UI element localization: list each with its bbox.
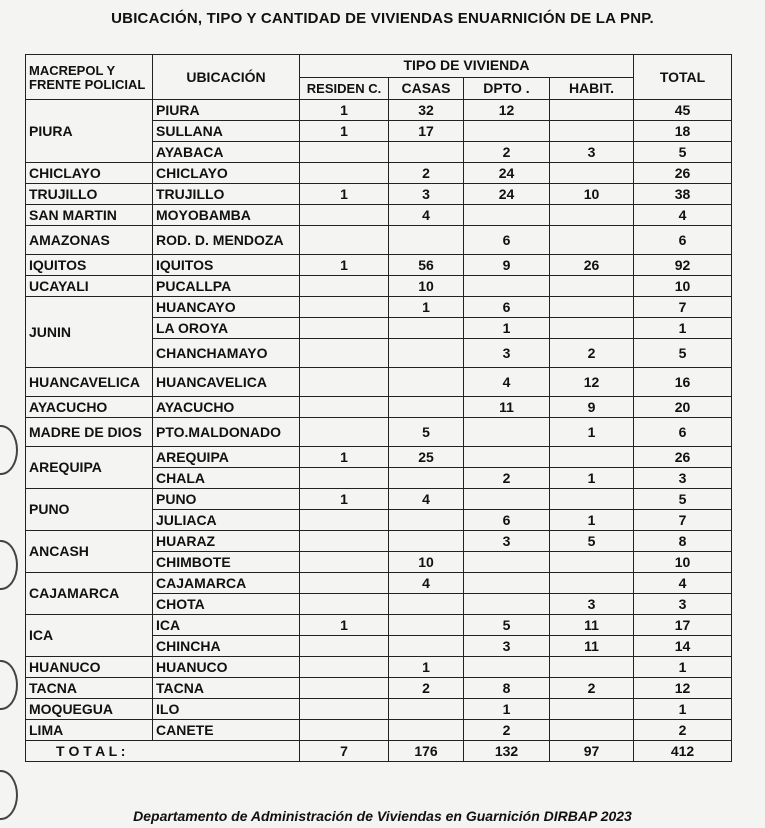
residenc-cell: 1 xyxy=(300,121,389,142)
casas-cell: 3 xyxy=(389,184,464,205)
residenc-cell xyxy=(300,397,389,418)
location-cell: CAJAMARCA xyxy=(153,573,300,594)
total-cell: 26 xyxy=(634,163,732,184)
dpto-cell: 3 xyxy=(464,636,550,657)
header-tipo-vivienda: TIPO DE VIVIENDA xyxy=(300,55,634,78)
location-cell: TACNA xyxy=(153,678,300,699)
residenc-cell xyxy=(300,205,389,226)
total-cell: 1 xyxy=(634,699,732,720)
habit-cell xyxy=(550,699,634,720)
dpto-cell xyxy=(464,594,550,615)
casas-cell: 10 xyxy=(389,552,464,573)
region-cell: JUNIN xyxy=(26,297,153,368)
region-cell: MADRE DE DIOS xyxy=(26,418,153,447)
dpto-cell: 3 xyxy=(464,531,550,552)
habit-cell: 10 xyxy=(550,184,634,205)
dpto-cell: 8 xyxy=(464,678,550,699)
dpto-cell: 4 xyxy=(464,368,550,397)
casas-cell: 4 xyxy=(389,489,464,510)
habit-cell: 11 xyxy=(550,615,634,636)
habit-cell xyxy=(550,276,634,297)
table-row xyxy=(26,489,732,510)
total-row xyxy=(26,741,732,762)
total-cell: 7 xyxy=(634,510,732,531)
casas-cell xyxy=(389,510,464,531)
table-row xyxy=(26,531,732,552)
region-cell: CHICLAYO xyxy=(26,163,153,184)
total-cell: 1 xyxy=(634,657,732,678)
dpto-cell: 9 xyxy=(464,255,550,276)
dpto-cell xyxy=(464,552,550,573)
casas-cell xyxy=(389,397,464,418)
table-row xyxy=(26,184,732,205)
region-cell: LIMA xyxy=(26,720,153,741)
habit-cell xyxy=(550,552,634,573)
total-grand: 412 xyxy=(634,741,732,762)
header-total: TOTAL xyxy=(634,55,732,100)
total-cell: 45 xyxy=(634,100,732,121)
region-cell: ICA xyxy=(26,615,153,657)
total-habit: 97 xyxy=(550,741,634,762)
habit-cell xyxy=(550,318,634,339)
total-cell: 26 xyxy=(634,447,732,468)
table-row xyxy=(26,205,732,226)
dpto-cell: 12 xyxy=(464,100,550,121)
residenc-cell: 1 xyxy=(300,615,389,636)
table-row xyxy=(26,100,732,121)
housing-table xyxy=(25,54,732,762)
table-row xyxy=(26,418,732,447)
habit-cell: 5 xyxy=(550,531,634,552)
region-cell: SAN MARTIN xyxy=(26,205,153,226)
total-cell: 12 xyxy=(634,678,732,699)
habit-cell: 2 xyxy=(550,339,634,368)
dpto-cell xyxy=(464,573,550,594)
total-cell: 8 xyxy=(634,531,732,552)
residenc-cell: 1 xyxy=(300,489,389,510)
stamp-mark xyxy=(0,660,18,710)
total-label: T O T A L : xyxy=(26,741,300,762)
table-row xyxy=(26,297,732,318)
location-cell: HUARAZ xyxy=(153,531,300,552)
residenc-cell xyxy=(300,720,389,741)
location-cell: CHOTA xyxy=(153,594,300,615)
habit-cell: 11 xyxy=(550,636,634,657)
residenc-cell: 1 xyxy=(300,447,389,468)
habit-cell: 3 xyxy=(550,594,634,615)
dpto-cell: 2 xyxy=(464,720,550,741)
table-row xyxy=(26,657,732,678)
location-cell: TRUJILLO xyxy=(153,184,300,205)
dpto-cell: 1 xyxy=(464,699,550,720)
total-cell: 5 xyxy=(634,339,732,368)
region-cell: AMAZONAS xyxy=(26,226,153,255)
location-cell: PTO.MALDONADO xyxy=(153,418,300,447)
residenc-cell xyxy=(300,510,389,531)
table-row xyxy=(26,368,732,397)
residenc-cell xyxy=(300,594,389,615)
dpto-cell: 6 xyxy=(464,510,550,531)
total-cell: 92 xyxy=(634,255,732,276)
total-cell: 2 xyxy=(634,720,732,741)
residenc-cell xyxy=(300,468,389,489)
habit-cell: 1 xyxy=(550,418,634,447)
dpto-cell: 5 xyxy=(464,615,550,636)
location-cell: ICA xyxy=(153,615,300,636)
total-cell: 5 xyxy=(634,142,732,163)
habit-cell xyxy=(550,573,634,594)
casas-cell xyxy=(389,318,464,339)
location-cell: HUANCAVELICA xyxy=(153,368,300,397)
region-cell: TACNA xyxy=(26,678,153,699)
casas-cell: 32 xyxy=(389,100,464,121)
total-cell: 4 xyxy=(634,205,732,226)
stamp-mark xyxy=(0,425,18,475)
habit-cell: 9 xyxy=(550,397,634,418)
location-cell: CHANCHAMAYO xyxy=(153,339,300,368)
total-cell: 7 xyxy=(634,297,732,318)
region-cell: PUNO xyxy=(26,489,153,531)
residenc-cell xyxy=(300,226,389,255)
stamp-mark xyxy=(0,540,18,590)
casas-cell xyxy=(389,699,464,720)
document-title: UBICACIÓN, TIPO Y CANTIDAD DE VIVIENDAS ENUARNICIÓN DE LA PNP. xyxy=(111,10,654,27)
location-cell: JULIACA xyxy=(153,510,300,531)
dpto-cell xyxy=(464,418,550,447)
region-cell: IQUITOS xyxy=(26,255,153,276)
location-cell: PUNO xyxy=(153,489,300,510)
habit-cell: 1 xyxy=(550,510,634,531)
total-cell: 1 xyxy=(634,318,732,339)
region-cell: HUANCAVELICA xyxy=(26,368,153,397)
residenc-cell: 1 xyxy=(300,100,389,121)
header-dpto: DPTO . xyxy=(464,77,550,100)
region-cell: TRUJILLO xyxy=(26,184,153,205)
residenc-cell xyxy=(300,573,389,594)
location-cell: CHINCHA xyxy=(153,636,300,657)
region-cell: HUANUCO xyxy=(26,657,153,678)
casas-cell xyxy=(389,368,464,397)
location-cell: ROD. D. MENDOZA xyxy=(153,226,300,255)
location-cell: ILO xyxy=(153,699,300,720)
dpto-cell: 6 xyxy=(464,226,550,255)
casas-cell xyxy=(389,142,464,163)
table-row xyxy=(26,678,732,699)
region-cell: UCAYALI xyxy=(26,276,153,297)
total-cell: 5 xyxy=(634,489,732,510)
region-cell: CAJAMARCA xyxy=(26,573,153,615)
residenc-cell xyxy=(300,552,389,573)
total-cell: 10 xyxy=(634,276,732,297)
casas-cell: 1 xyxy=(389,657,464,678)
table-row xyxy=(26,573,732,594)
dpto-cell xyxy=(464,489,550,510)
total-cell: 3 xyxy=(634,594,732,615)
dpto-cell xyxy=(464,205,550,226)
total-dpto: 132 xyxy=(464,741,550,762)
dpto-cell xyxy=(464,276,550,297)
casas-cell xyxy=(389,615,464,636)
casas-cell: 2 xyxy=(389,678,464,699)
location-cell: PUCALLPA xyxy=(153,276,300,297)
casas-cell: 4 xyxy=(389,573,464,594)
habit-cell xyxy=(550,163,634,184)
casas-cell: 4 xyxy=(389,205,464,226)
habit-cell xyxy=(550,720,634,741)
residenc-cell xyxy=(300,657,389,678)
location-cell: IQUITOS xyxy=(153,255,300,276)
residenc-cell xyxy=(300,418,389,447)
total-cell: 14 xyxy=(634,636,732,657)
table-row xyxy=(26,699,732,720)
dpto-cell: 2 xyxy=(464,142,550,163)
header-region xyxy=(26,55,153,100)
dpto-cell xyxy=(464,121,550,142)
location-cell: PIURA xyxy=(153,100,300,121)
habit-cell: 1 xyxy=(550,468,634,489)
habit-cell xyxy=(550,121,634,142)
header-residenc: RESIDEN C. xyxy=(300,77,389,100)
habit-cell xyxy=(550,297,634,318)
header-region-line1: MACREPOL Y xyxy=(29,63,116,78)
casas-cell: 1 xyxy=(389,297,464,318)
habit-cell xyxy=(550,657,634,678)
habit-cell xyxy=(550,447,634,468)
table-row xyxy=(26,226,732,255)
habit-cell: 2 xyxy=(550,678,634,699)
table-row xyxy=(26,163,732,184)
casas-cell: 25 xyxy=(389,447,464,468)
header-habit: HABIT. xyxy=(550,77,634,100)
total-casas: 176 xyxy=(389,741,464,762)
residenc-cell xyxy=(300,142,389,163)
region-cell: AYACUCHO xyxy=(26,397,153,418)
total-cell: 18 xyxy=(634,121,732,142)
habit-cell: 26 xyxy=(550,255,634,276)
dpto-cell: 6 xyxy=(464,297,550,318)
habit-cell: 3 xyxy=(550,142,634,163)
total-residenc: 7 xyxy=(300,741,389,762)
location-cell: AREQUIPA xyxy=(153,447,300,468)
casas-cell xyxy=(389,531,464,552)
residenc-cell xyxy=(300,276,389,297)
residenc-cell xyxy=(300,531,389,552)
residenc-cell xyxy=(300,339,389,368)
total-cell: 17 xyxy=(634,615,732,636)
total-cell: 6 xyxy=(634,226,732,255)
header-casas: CASAS xyxy=(389,77,464,100)
location-cell: LA OROYA xyxy=(153,318,300,339)
table-body xyxy=(26,100,732,741)
casas-cell: 5 xyxy=(389,418,464,447)
footer-note: Departamento de Administración de Viviendas en Guarnición DIRBAP 2023 xyxy=(133,808,632,824)
casas-cell xyxy=(389,720,464,741)
casas-cell xyxy=(389,339,464,368)
casas-cell: 10 xyxy=(389,276,464,297)
location-cell: CHALA xyxy=(153,468,300,489)
residenc-cell xyxy=(300,678,389,699)
habit-cell xyxy=(550,205,634,226)
location-cell: MOYOBAMBA xyxy=(153,205,300,226)
location-cell: CHIMBOTE xyxy=(153,552,300,573)
residenc-cell xyxy=(300,318,389,339)
total-cell: 3 xyxy=(634,468,732,489)
header-region-line2: FRENTE POLICIAL xyxy=(29,77,146,92)
location-cell: CANETE xyxy=(153,720,300,741)
residenc-cell xyxy=(300,699,389,720)
habit-cell xyxy=(550,100,634,121)
residenc-cell xyxy=(300,163,389,184)
total-cell: 20 xyxy=(634,397,732,418)
dpto-cell xyxy=(464,447,550,468)
residenc-cell xyxy=(300,636,389,657)
table-row xyxy=(26,720,732,741)
total-cell: 4 xyxy=(634,573,732,594)
dpto-cell: 11 xyxy=(464,397,550,418)
dpto-cell: 24 xyxy=(464,184,550,205)
region-cell: ANCASH xyxy=(26,531,153,573)
region-cell: MOQUEGUA xyxy=(26,699,153,720)
residenc-cell: 1 xyxy=(300,184,389,205)
location-cell: AYACUCHO xyxy=(153,397,300,418)
location-cell: HUANUCO xyxy=(153,657,300,678)
table-row xyxy=(26,615,732,636)
residenc-cell xyxy=(300,297,389,318)
dpto-cell xyxy=(464,657,550,678)
table-row xyxy=(26,397,732,418)
dpto-cell: 2 xyxy=(464,468,550,489)
total-cell: 16 xyxy=(634,368,732,397)
region-cell: PIURA xyxy=(26,100,153,163)
total-cell: 38 xyxy=(634,184,732,205)
residenc-cell: 1 xyxy=(300,255,389,276)
dpto-cell: 3 xyxy=(464,339,550,368)
location-cell: AYABACA xyxy=(153,142,300,163)
location-cell: SULLANA xyxy=(153,121,300,142)
casas-cell xyxy=(389,468,464,489)
location-cell: CHICLAYO xyxy=(153,163,300,184)
casas-cell xyxy=(389,226,464,255)
table-row xyxy=(26,255,732,276)
casas-cell: 17 xyxy=(389,121,464,142)
location-cell: HUANCAYO xyxy=(153,297,300,318)
residenc-cell xyxy=(300,368,389,397)
header-ubicacion: UBICACIÓN xyxy=(153,55,300,100)
region-cell: AREQUIPA xyxy=(26,447,153,489)
habit-cell xyxy=(550,226,634,255)
casas-cell xyxy=(389,594,464,615)
habit-cell: 12 xyxy=(550,368,634,397)
total-cell: 10 xyxy=(634,552,732,573)
casas-cell: 56 xyxy=(389,255,464,276)
casas-cell: 2 xyxy=(389,163,464,184)
dpto-cell: 24 xyxy=(464,163,550,184)
table-row xyxy=(26,276,732,297)
table-row xyxy=(26,447,732,468)
total-cell: 6 xyxy=(634,418,732,447)
dpto-cell: 1 xyxy=(464,318,550,339)
casas-cell xyxy=(389,636,464,657)
habit-cell xyxy=(550,489,634,510)
